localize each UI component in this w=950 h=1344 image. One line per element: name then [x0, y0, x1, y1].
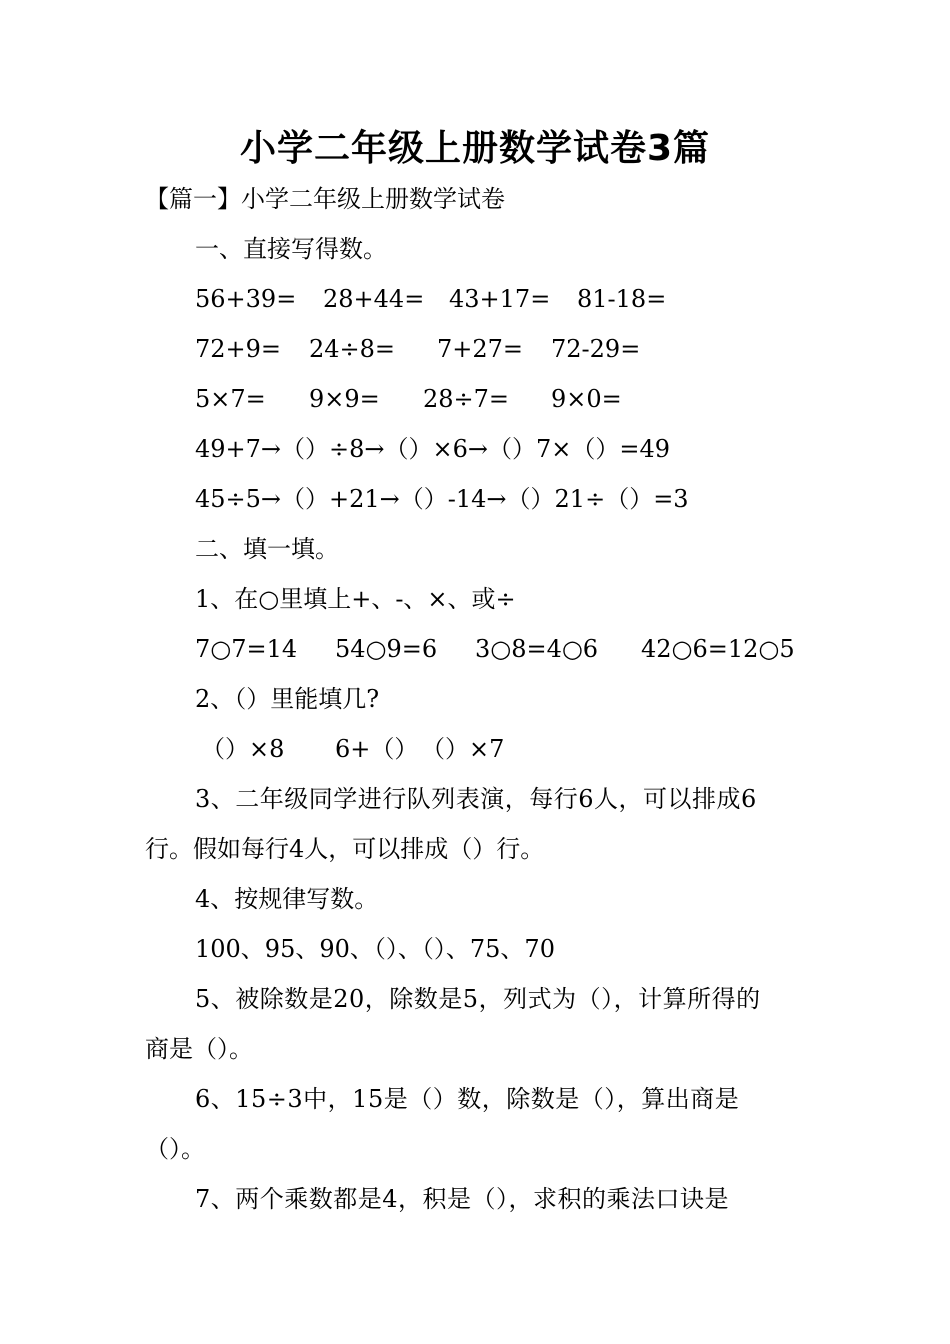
page-title: 小学二年级上册数学试卷3篇	[239, 128, 711, 169]
chain-line-2: 45÷5→（）+21→（）-14→（）21÷（）=3	[195, 485, 689, 513]
question-2: 2、（）里能填几?	[195, 685, 380, 713]
calc-item: 28÷7=	[423, 385, 510, 413]
question-3-line-1: 3、二年级同学进行队列表演，每行6人，可以排成6	[195, 785, 757, 813]
question-6-line-2: （）。	[145, 1135, 205, 1163]
fill-item: （）×7	[421, 735, 505, 763]
chain-line-1: 49+7→（）÷8→（）×6→（）7×（）=49	[195, 435, 671, 463]
calc-item: 7+27=	[437, 335, 524, 363]
calc-item: 43+17=	[449, 285, 551, 313]
calc-item: 72-29=	[551, 335, 641, 363]
fill-item: （）×8	[201, 735, 285, 763]
part2-heading: 二、填一填。	[195, 535, 339, 563]
calc-item: 9×9=	[309, 385, 380, 413]
question-5-line-1: 5、被除数是20，除数是5，列式为（），计算所得的	[195, 985, 761, 1013]
question-6-line-1: 6、15÷3中，15是（）数，除数是（），算出商是	[195, 1085, 740, 1113]
calc-item: 28+44=	[323, 285, 425, 313]
fill-item: 6+（）	[335, 735, 419, 763]
fill-item: 54○9=6	[335, 635, 438, 663]
fill-item: 3○8=4○6	[475, 635, 599, 663]
question-4-sequence: 100、95、90、（）、（）、75、70	[195, 935, 555, 963]
question-5-line-2: 商是（）。	[145, 1035, 253, 1063]
section-header: 【篇一】小学二年级上册数学试卷	[145, 185, 505, 213]
calc-item: 5×7=	[195, 385, 266, 413]
question-7-line-1: 7、两个乘数都是4，积是（），求积的乘法口诀是	[195, 1185, 730, 1213]
calc-item: 72+9=	[195, 335, 282, 363]
calc-item: 56+39=	[195, 285, 297, 313]
question-1: 1、在○里填上+、-、×、或÷	[195, 585, 516, 613]
calc-item: 24÷8=	[309, 335, 396, 363]
calc-item: 81-18=	[577, 285, 667, 313]
fill-item: 42○6=12○5	[641, 635, 795, 663]
part1-heading: 一、直接写得数。	[195, 235, 387, 263]
fill-item: 7○7=14	[195, 635, 298, 663]
question-4: 4、按规律写数。	[195, 885, 379, 913]
question-3-line-2: 行。假如每行4人，可以排成（）行。	[145, 835, 545, 863]
calc-item: 9×0=	[551, 385, 622, 413]
